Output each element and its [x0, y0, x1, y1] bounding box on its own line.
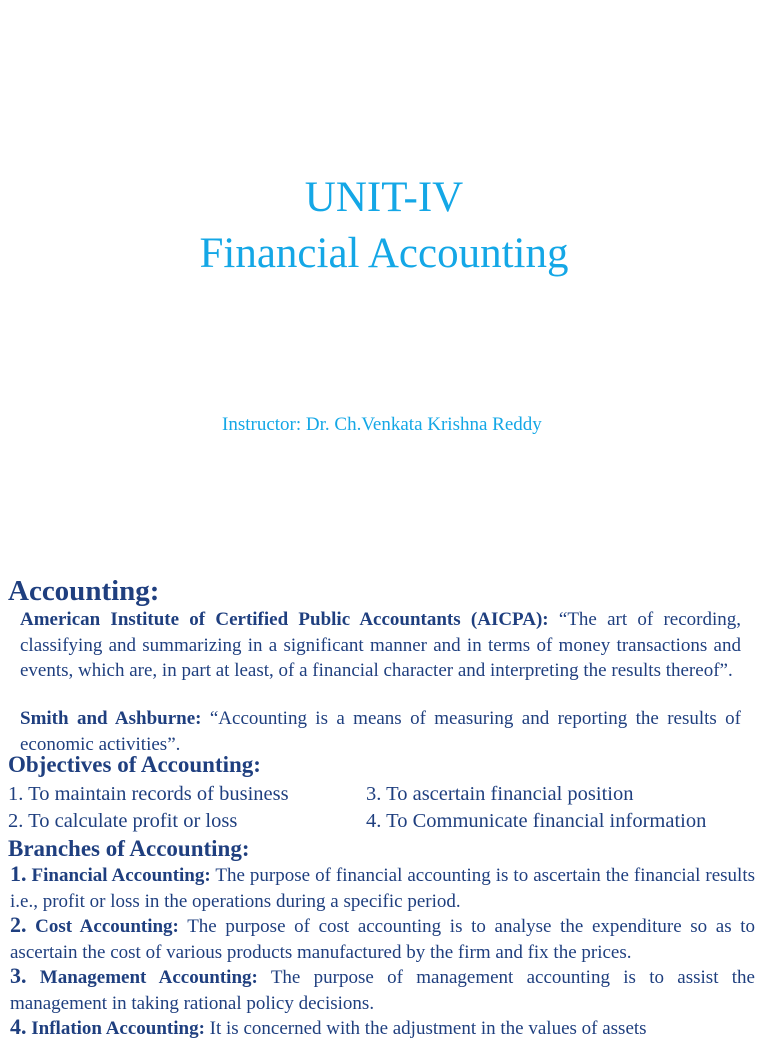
- objective-item: 2. To calculate profit or loss: [8, 810, 238, 832]
- branch-name: Inflation Accounting:: [31, 1018, 205, 1039]
- objective-item: 3. To ascertain financial position: [366, 783, 634, 805]
- smith-definition: [20, 706, 741, 757]
- branch-number: 1.: [10, 861, 27, 886]
- branch-item: [10, 1014, 755, 1042]
- branch-name: Management Accounting:: [39, 967, 258, 988]
- branch-name: Cost Accounting:: [35, 916, 179, 937]
- branch-number: 4.: [10, 1014, 27, 1039]
- aicpa-source: American Institute of Certified Public Accountants (AICPA):: [20, 609, 549, 630]
- objective-item: 4. To Communicate financial information: [366, 810, 707, 832]
- branch-text: It is concerned with the adjustment in the values of assets: [209, 1018, 647, 1039]
- aicpa-text: “The art of recording, classifying and summarizing in a significant manner and in terms of money transactions and events, which are, in part at least, of a financial character and interpreting the results thereof”.: [20, 609, 742, 681]
- objective-item: 1. To maintain records of business: [8, 783, 289, 805]
- instructor-line: Instructor: Dr. Ch.Venkata Krishna Reddy: [222, 414, 542, 435]
- accounting-heading: Accounting:: [8, 575, 160, 607]
- branch-item: [10, 861, 755, 914]
- aicpa-definition: [20, 607, 741, 684]
- branches-heading: Branches of Accounting:: [8, 836, 250, 861]
- smith-source: Smith and Ashburne:: [20, 708, 202, 729]
- branch-item: [10, 963, 755, 1016]
- branch-number: 2.: [10, 912, 27, 937]
- smith-text: “Accounting is a means of measuring and reporting the results of economic activities”.: [20, 708, 742, 755]
- unit-title: UNIT-IV: [304, 174, 464, 221]
- content-slide: [0, 545, 768, 1039]
- branch-text: The purpose of cost accounting is to analyse the expenditure so as to ascertain the cost of various products manufactured by the firm and fix the prices.: [10, 916, 756, 963]
- subject-title: Financial Accounting: [199, 230, 569, 277]
- branch-text: The purpose of financial accounting is to ascertain the financial results i.e., profit or loss in the operations during a specific period.: [10, 865, 755, 912]
- branch-name: Financial Accounting:: [31, 865, 211, 886]
- branch-text: The purpose of management accounting is to assist the management in taking rational policy decisions.: [10, 967, 755, 1014]
- branch-item: [10, 912, 755, 965]
- objectives-heading: Objectives of Accounting:: [8, 752, 261, 777]
- branch-number: 3.: [10, 963, 27, 988]
